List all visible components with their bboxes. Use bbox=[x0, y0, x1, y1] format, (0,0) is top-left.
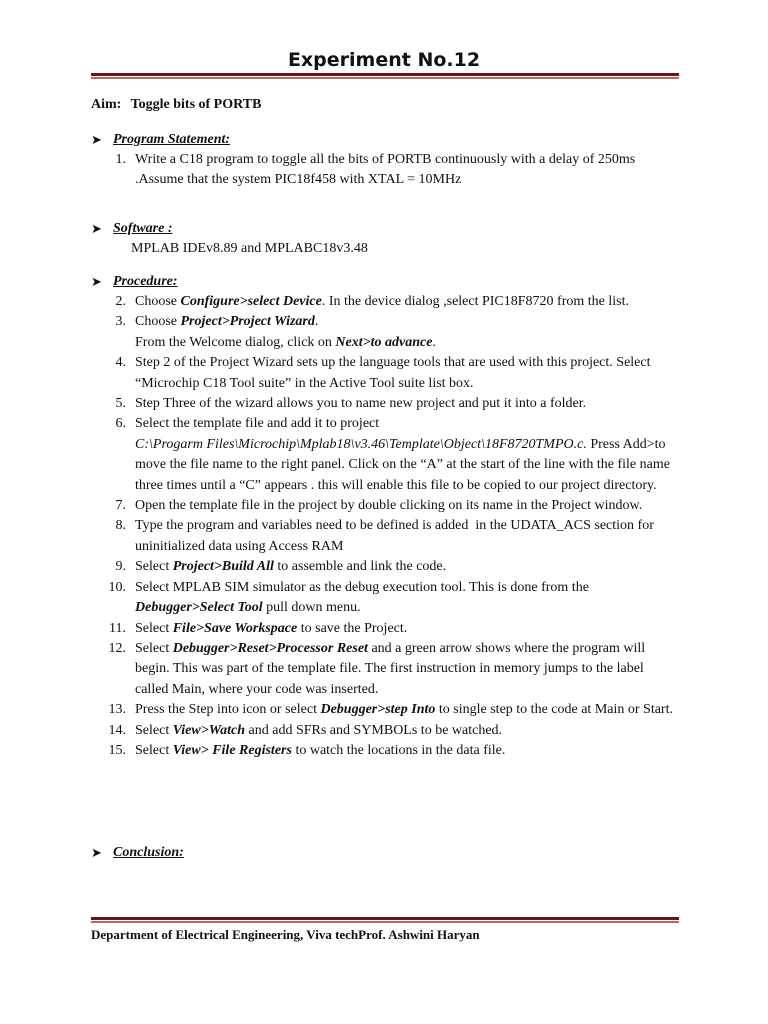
conclusion-heading: Conclusion: bbox=[113, 844, 184, 860]
item-text: Select the template file and add it to project C:\Progarm Files\Microchip\Mplab18\v3.46\Template\Object\18F8720TMPO.c. Press Add>to move the file name to the right panel. Click on the “A” at the start of the line with the file name three times until a “C” appears . this will enable this file to be copied to our project directory. bbox=[135, 416, 670, 493]
item-number: 4. bbox=[115, 355, 126, 371]
list-item bbox=[91, 414, 691, 496]
procedure-list bbox=[91, 292, 691, 761]
item-number: 11. bbox=[109, 620, 126, 636]
item-text: Select View> File Registers to watch the locations in the data file. bbox=[135, 742, 506, 758]
list-item bbox=[91, 516, 691, 557]
item-number: 3. bbox=[115, 314, 126, 330]
title-divider bbox=[91, 73, 679, 79]
item-number: 2. bbox=[115, 294, 126, 309]
item-text: Type the program and variables need to be defined is added in the UDATA_ACS section for uninitialized data using Access RAM bbox=[135, 518, 654, 554]
list-item bbox=[91, 700, 691, 720]
item-text: Select View>Watch and add SFRs and SYMBOLs to be watched. bbox=[135, 722, 503, 738]
item-text: Open the template file in the project by double clicking on its name in the Project window. bbox=[135, 498, 643, 514]
list-item bbox=[91, 741, 691, 761]
item-number: 9. bbox=[115, 559, 126, 575]
arrowhead-bullet-icon: ➤ bbox=[91, 273, 102, 289]
aim-line bbox=[91, 95, 267, 115]
list-item bbox=[91, 496, 691, 516]
list-item bbox=[91, 394, 691, 414]
program-statement-section bbox=[91, 130, 691, 191]
software-text: MPLAB IDEv8.89 and MPLABC18v3.48 bbox=[131, 241, 368, 256]
list-item bbox=[91, 639, 691, 700]
arrowhead-bullet-icon: ➤ bbox=[91, 131, 102, 147]
footer-divider bbox=[91, 917, 679, 923]
item-text: Select File>Save Workspace to save the Project. bbox=[135, 620, 408, 636]
item-number: 7. bbox=[115, 498, 126, 514]
software-section bbox=[91, 219, 691, 259]
item-text: Write a C18 program to toggle all the bits of PORTB continuously with a delay of 250ms bbox=[135, 152, 636, 167]
item-number: 1. bbox=[115, 152, 126, 167]
item-number: 14. bbox=[108, 722, 126, 738]
item-text: Select Debugger>Reset>Processor Reset and a green arrow shows where the program will begin. This was part of the template file. The first instruction in memory jumps to the label called Main, where your code was inserted. bbox=[135, 640, 646, 697]
aim-text: Toggle bits of PORTB bbox=[130, 97, 262, 112]
list-item bbox=[91, 312, 691, 353]
item-number: 13. bbox=[108, 702, 126, 718]
aim-label: Aim: bbox=[91, 97, 122, 112]
page-footer: Department of Electrical Engineering, Viva techProf. Ashwini Haryan bbox=[91, 927, 480, 942]
list-item bbox=[91, 292, 691, 312]
list-item bbox=[91, 150, 691, 191]
item-number: 6. bbox=[115, 416, 126, 432]
page-title: Experiment No.12 bbox=[287, 49, 481, 71]
item-text: .Assume that the system PIC18f458 with XTAL = 10MHz bbox=[135, 172, 462, 188]
item-text: Step 2 of the Project Wizard sets up the language tools that are used with this project. Select “Microchip C18 Tool suite” in the Active Tool suite list box. bbox=[135, 355, 651, 391]
item-number: 5. bbox=[115, 396, 126, 412]
conclusion-section bbox=[91, 843, 691, 863]
program-statement-heading: Program Statement: bbox=[113, 131, 231, 147]
software-heading: Software : bbox=[113, 220, 173, 236]
item-text: Select MPLAB SIM simulator as the debug execution tool. This is done from the Debugger>Select Tool pull down menu. bbox=[135, 579, 589, 616]
item-text: Step Three of the wizard allows you to name new project and put it into a folder. bbox=[135, 396, 587, 412]
item-text: Choose Configure>select Device. In the device dialog ,select PIC18F8720 from the list. bbox=[135, 294, 629, 309]
list-item bbox=[91, 353, 691, 394]
item-number: 15. bbox=[108, 742, 126, 758]
list-item bbox=[91, 619, 691, 639]
procedure-section bbox=[91, 272, 691, 761]
list-item bbox=[91, 721, 691, 741]
item-number: 12. bbox=[108, 640, 126, 656]
list-item bbox=[91, 578, 691, 619]
item-number: 8. bbox=[115, 518, 126, 534]
arrowhead-bullet-icon: ➤ bbox=[91, 220, 102, 236]
item-text: Select Project>Build All to assemble and link the code. bbox=[135, 559, 447, 575]
item-text: Choose Project>Project Wizard. From the Welcome dialog, click on Next>to advance. bbox=[135, 314, 436, 350]
arrowhead-bullet-icon: ➤ bbox=[91, 844, 102, 860]
item-text: Press the Step into icon or select Debugger>step Into to single step to the code at Main or Start. bbox=[135, 702, 673, 718]
procedure-heading: Procedure: bbox=[113, 273, 178, 289]
item-number: 10. bbox=[108, 579, 126, 595]
list-item bbox=[91, 557, 691, 577]
